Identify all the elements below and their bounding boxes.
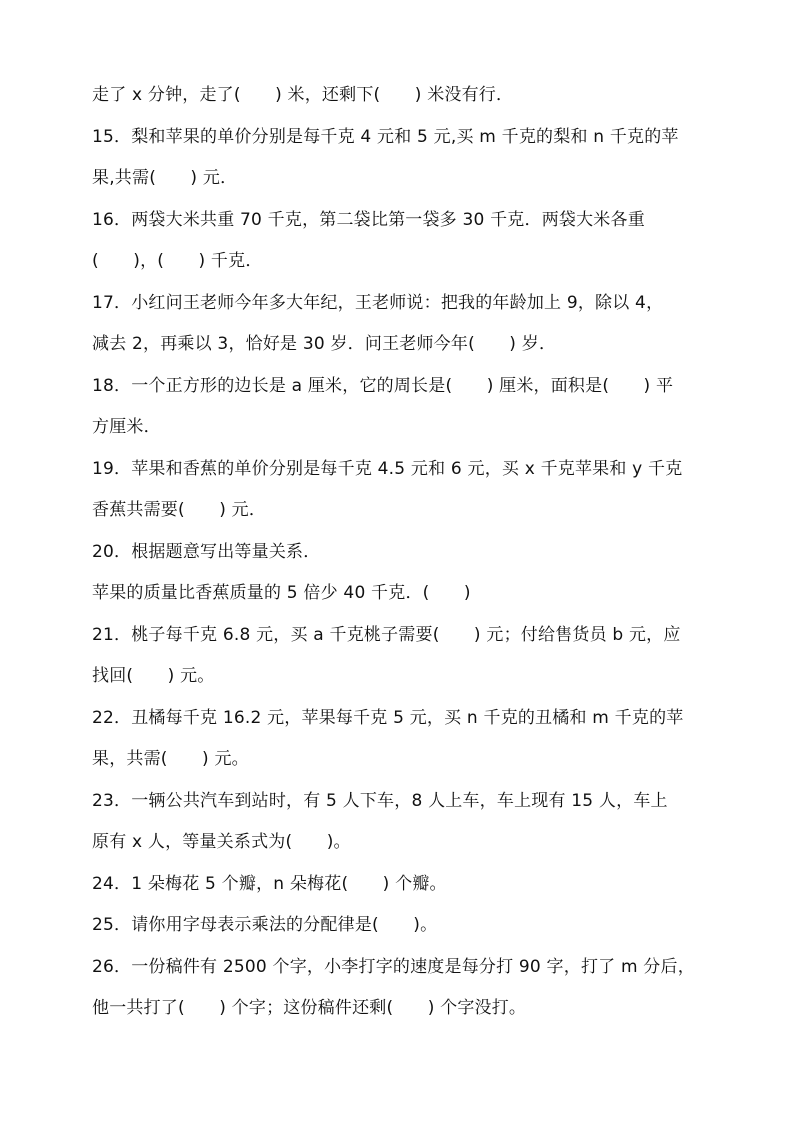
question-21-line-1: 21．桃子每千克 6.8 元，买 a 千克桃子需要( ) 元；付给售货员 b 元，应 bbox=[92, 624, 681, 645]
question-20-line-1: 20．根据题意写出等量关系． bbox=[92, 541, 321, 562]
question-23-line-2: 原有 x 人，等量关系式为( )。 bbox=[92, 832, 351, 852]
question-18-line-2: 方厘米． bbox=[92, 417, 161, 437]
question-26-line-1: 26．一份稿件有 2500 个字，小李打字的速度是每分打 90 字，打了 m 分后， bbox=[92, 956, 695, 977]
question-16-line-1: 16．两袋大米共重 70 千克，第二袋比第一袋多 30 千克．两袋大米各重 bbox=[92, 209, 645, 230]
question-18-line-1: 18．一个正方形的边长是 a 厘米，它的周长是( ) 厘米，面积是( ) 平 bbox=[92, 375, 674, 396]
question-22-line-1: 22．丑橘每千克 16.2 元，苹果每千克 5 元，买 n 千克的丑橘和 m 千克的苹 bbox=[92, 707, 684, 728]
question-25-line: 25．请你用字母表示乘法的分配律是( )。 bbox=[92, 915, 438, 935]
question-19-line-1: 19．苹果和香蕉的单价分别是每千克 4.5 元和 6 元，买 x 千克苹果和 y 千克 bbox=[92, 458, 683, 479]
question-15-line-1: 15．梨和苹果的单价分别是每千克 4 元和 5 元,买 m 千克的梨和 n 千克的苹 bbox=[92, 126, 679, 147]
question-19-line-2: 香蕉共需要( ) 元． bbox=[92, 500, 267, 520]
question-15-line-2: 果,共需( ) 元． bbox=[92, 168, 238, 188]
text-line: 走了 x 分钟，走了( ) 米，还剩下( ) 米没有行． bbox=[92, 85, 514, 105]
question-24-line: 24．1 朵梅花 5 个瓣，n 朵梅花( ) 个瓣。 bbox=[92, 873, 447, 894]
question-23-line-1: 23．一辆公共汽车到站时，有 5 人下车，8 人上车，车上现有 15 人，车上 bbox=[92, 790, 668, 811]
question-17-line-1: 17．小红问王老师今年多大年纪，王老师说：把我的年龄加上 9，除以 4， bbox=[92, 292, 664, 313]
question-21-line-2: 找回( ) 元。 bbox=[92, 666, 215, 686]
question-16-line-2: ( )，( ) 千克． bbox=[92, 251, 263, 271]
question-22-line-2: 果，共需( ) 元。 bbox=[92, 749, 249, 769]
worksheet-page bbox=[92, 78, 732, 1033]
question-20-line-2: 苹果的质量比香蕉质量的 5 倍少 40 千克．( ) bbox=[92, 583, 471, 603]
question-26-line-2: 他一共打了( ) 个字；这份稿件还剩( ) 个字没打。 bbox=[92, 998, 527, 1018]
question-17-line-2: 减去 2，再乘以 3，恰好是 30 岁．问王老师今年( ) 岁． bbox=[92, 334, 557, 354]
